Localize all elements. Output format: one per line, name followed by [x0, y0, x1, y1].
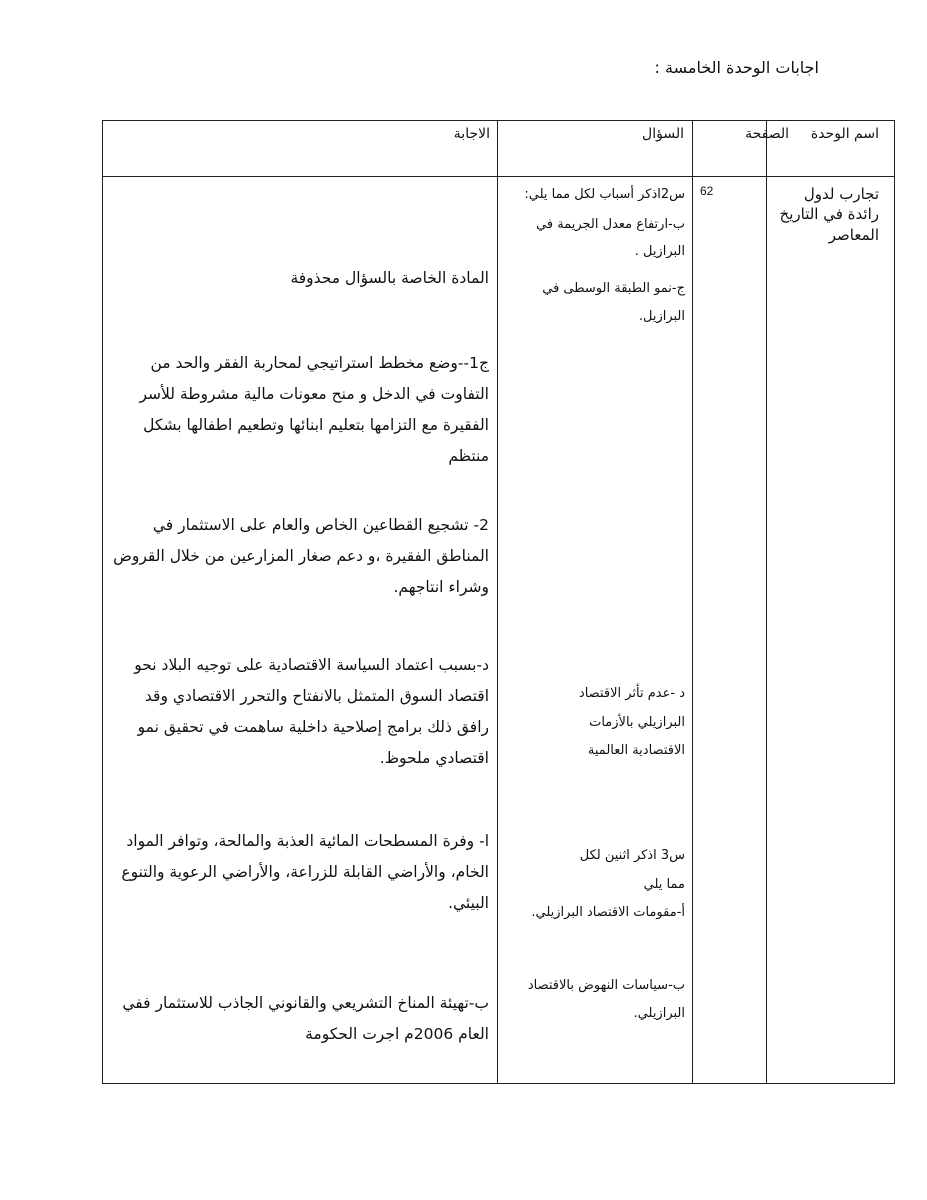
question-3-intro-line1: س3 اذكر اثنين لكل [579, 848, 685, 863]
question-2-d-block [505, 680, 685, 766]
page-title: اجابات الوحدة الخامسة : [654, 58, 819, 77]
question-2-block [505, 186, 685, 330]
answer-deleted-note: المادة الخاصة بالسؤال محذوفة [290, 269, 489, 287]
unit-name-cell: تجارب لدول رائدة في التاريخ المعاصر [779, 185, 879, 244]
table-border-bottom [102, 1083, 895, 1084]
question-3-intro-line2: مما يلي [643, 876, 685, 892]
question-2-d-line3: الاقتصادية العالمية [587, 743, 685, 759]
header-page: الصفحة [745, 126, 789, 142]
question-2-b: ب-ارتفاع معدل الجريمة في البرازيل . [536, 216, 685, 260]
column-divider-page [766, 120, 767, 1084]
question-3-a: أ-مقومات الاقتصاد البرازيلي. [531, 905, 685, 921]
page-number-cell: 62 [700, 184, 714, 198]
question-3-b: ب-سياسات النهوض بالاقتصاد البرازيلي. [527, 977, 685, 1022]
question-2-intro: س2اذكر أسباب لكل مما يلي: [524, 187, 685, 202]
answer-a1: ا- وفرة المسطحات المائية العذبة والمالحة، وتوافر المواد الخام، والأراضي القابلة للزراعة، والأراضي الرعوية والتنوع البيئي. [121, 832, 489, 912]
answer-b1: ب-تهيئة المناخ التشريعي والقانوني الجاذب للاستثمار ففي العام 2006م اجرت الحكومة [122, 994, 489, 1043]
question-2-d-line1: د -عدم تأثر الاقتصاد [578, 686, 685, 701]
question-2-d-line2: البرازيلي بالأزمات [589, 714, 685, 730]
question-2-c: ج-نمو الطبقة الوسطى في البرازيل. [542, 281, 685, 324]
header-unit-name: اسم الوحدة [810, 126, 879, 142]
table-border-top [102, 120, 895, 121]
table-border-right [894, 120, 895, 1084]
header-question: السؤال [642, 126, 684, 142]
table-header-divider [102, 176, 895, 177]
column-divider-answer [497, 120, 498, 1084]
table-border-left [102, 120, 103, 1084]
answer-d: د-بسبب اعتماد السياسة الاقتصادية على توجيه البلاد نحو اقتصاد السوق المتمثل بالانفتاح والتحرر الاقتصادي وقد رافق ذلك برامج إصلاحية داخلية ساهمت في تحقيق نمو اقتصادي ملحوظ. [134, 656, 489, 767]
column-divider-question [692, 120, 693, 1084]
answer-c2: 2- تشجيع القطاعين الخاص والعام على الاستثمار في المناطق الفقيرة ،و دعم صغار المزارعين من خلال القروض وشراء انتاجهم. [113, 516, 489, 596]
header-answer: الاجابة [453, 126, 490, 142]
question-3-block [505, 842, 685, 1029]
answer-c1: ج1--وضع مخطط استراتيجي لمحاربة الفقر والحد من التفاوت في الدخل و منح معونات مالية مشروطة للأسر الفقيرة مع التزامها بتعليم ابنائها وتطعيم اطفالها بشكل منتظم [139, 354, 489, 465]
